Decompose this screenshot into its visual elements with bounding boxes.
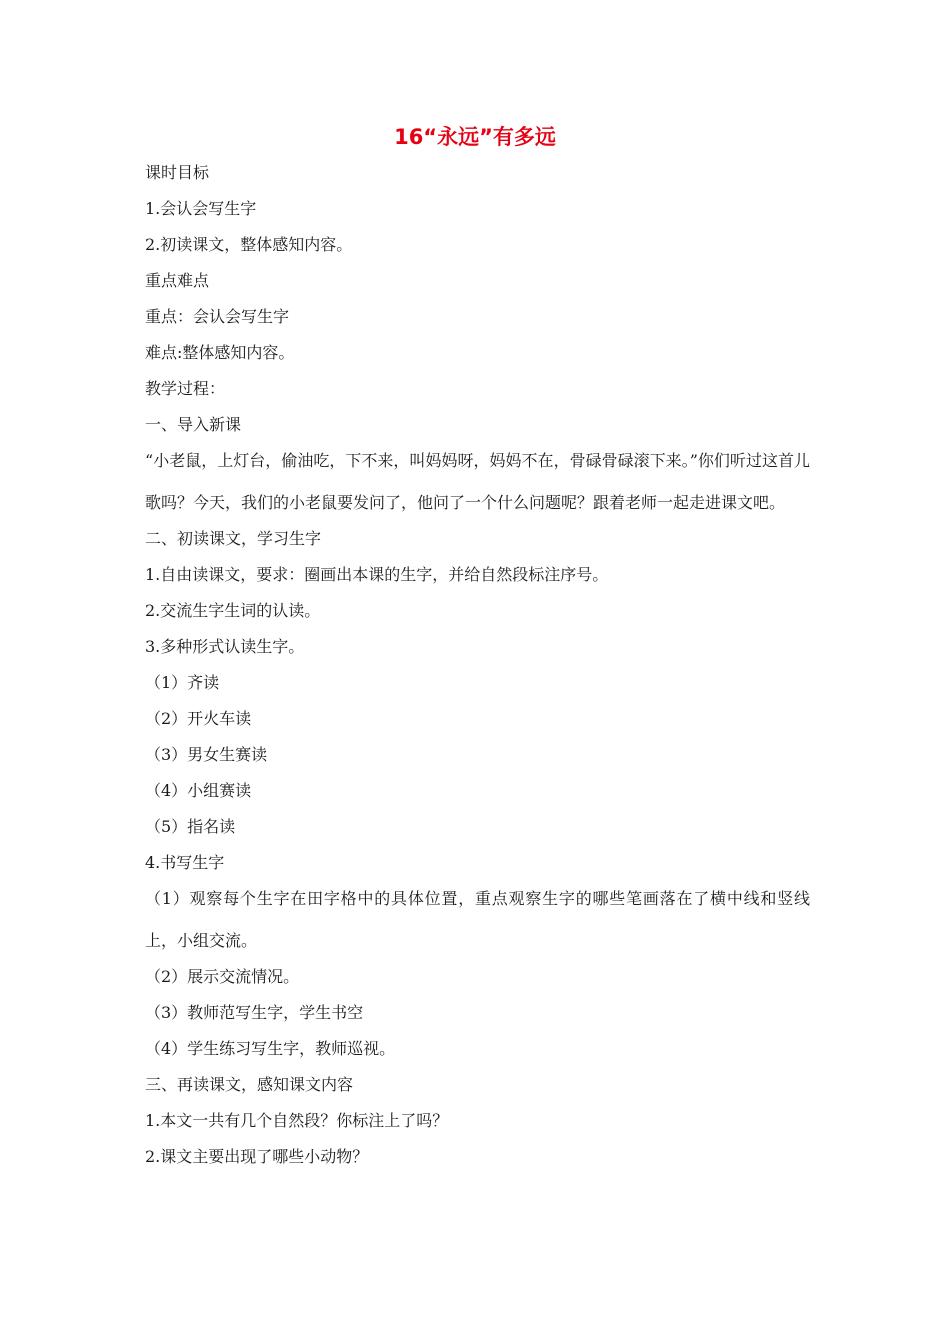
- text-line: 2.初读课文，整体感知内容。: [145, 235, 353, 254]
- text-line: 2.课文主要出现了哪些小动物？: [145, 1147, 369, 1166]
- text-line: （1）齐读: [145, 673, 220, 692]
- text-line: 1.本文一共有几个自然段？你标注上了吗？: [145, 1111, 449, 1130]
- observe-paragraph: （1）观察每个生字在田字格中的具体位置，重点观察生字的哪些笔画落在了横中线和竖线上，小组交流。: [145, 889, 810, 950]
- text-line: 教学过程：: [145, 379, 226, 398]
- text-line: （3）教师范写生字，学生书空: [145, 1003, 364, 1022]
- text-line: 4.书写生字: [145, 853, 225, 872]
- text-line: （3）男女生赛读: [145, 745, 268, 764]
- text-line: 难点:整体感知内容。: [145, 343, 295, 362]
- text-line: 二、初读课文，学习生字: [145, 529, 322, 548]
- document-title: 16“永远”有多远: [394, 125, 556, 149]
- text-line: 1.会认会写生字: [145, 199, 257, 218]
- intro-paragraph: “小老鼠，上灯台，偷油吃，下不来，叫妈妈呀，妈妈不在，骨碌骨碌滚下来。”你们听过这首儿歌吗？今天，我们的小老鼠要发问了，他问了一个什么问题呢？跟着老师一起走进课文吧。: [145, 451, 810, 512]
- text-line: 重点：会认会写生字: [145, 307, 290, 326]
- text-line: （5）指名读: [145, 817, 236, 836]
- text-line: 1.自由读课文，要求：圈画出本课的生字，并给自然段标注序号。: [145, 565, 609, 584]
- text-line: 2.交流生字生词的认读。: [145, 601, 321, 620]
- text-line: （4）小组赛读: [145, 781, 252, 800]
- document-body: [145, 160, 810, 1180]
- text-line: （4）学生练习写生字，教师巡视。: [145, 1039, 396, 1058]
- text-line: （2）开火车读: [145, 709, 252, 728]
- text-line: 三、再读课文，感知课文内容: [145, 1075, 354, 1094]
- text-line: 3.多种形式认读生字。: [145, 637, 305, 656]
- text-line: 一、导入新课: [145, 415, 242, 434]
- text-line: 课时目标: [145, 163, 210, 182]
- text-line: （2）展示交流情况。: [145, 967, 300, 986]
- text-line: 重点难点: [145, 271, 210, 290]
